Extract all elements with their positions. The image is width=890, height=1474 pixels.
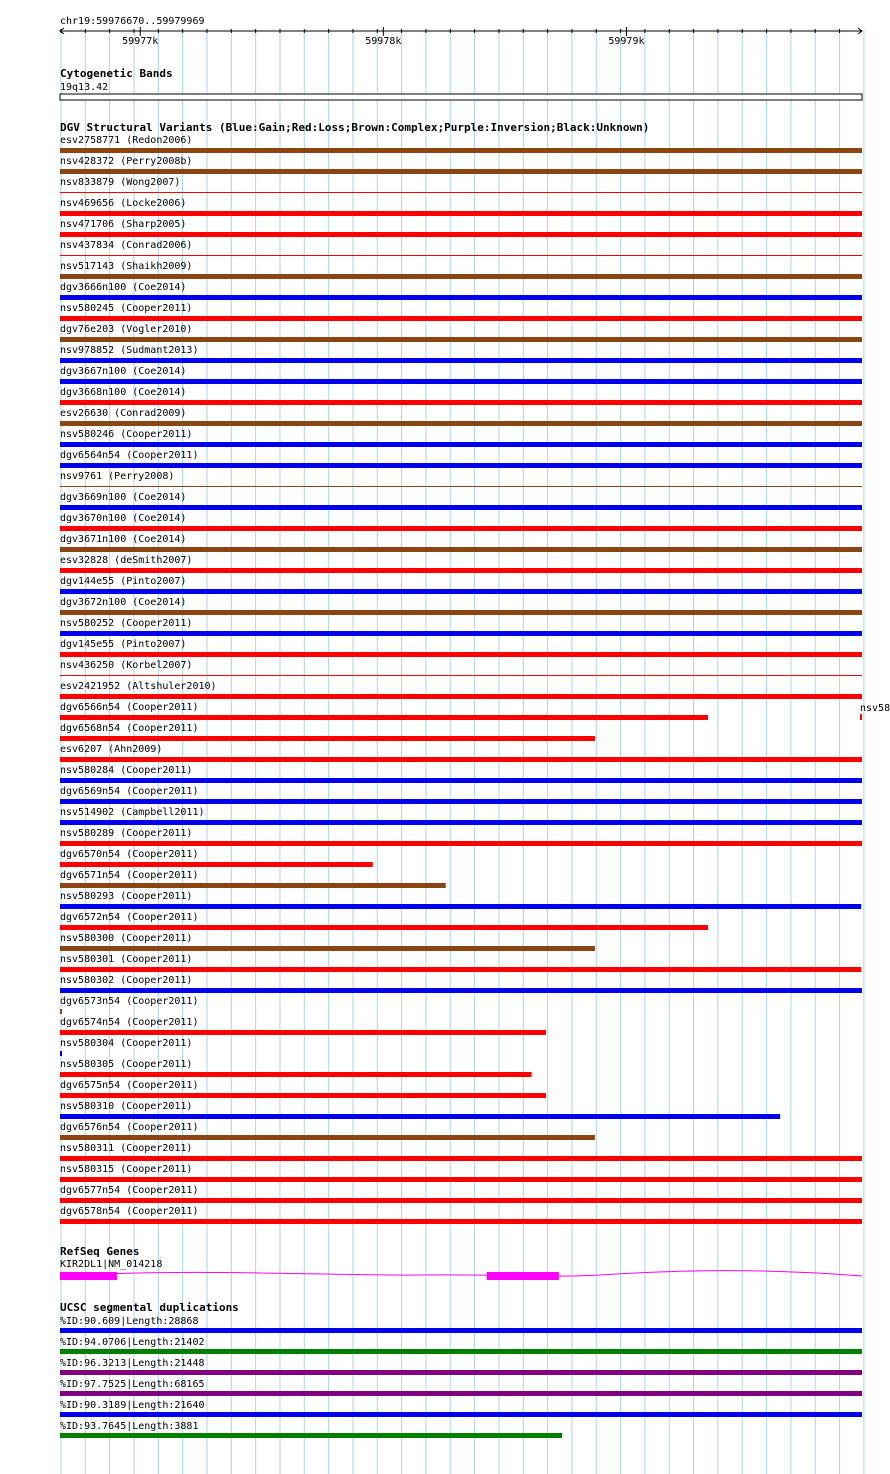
- dgv-feature-bar[interactable]: [60, 1114, 780, 1119]
- segdup-feature-label[interactable]: %ID:90.609|Length:28868: [60, 1316, 199, 1327]
- segdup-feature-label[interactable]: %ID:96.3213|Length:21448: [60, 1358, 205, 1369]
- dgv-feature-label[interactable]: dgv3669n100 (Coe2014): [60, 492, 187, 503]
- dgv-feature-label[interactable]: nsv580289 (Cooper2011): [60, 828, 193, 839]
- segdup-features: [60, 1316, 862, 1438]
- cytoband-label: 19q13.42: [60, 82, 109, 93]
- segdup-feature-label[interactable]: %ID:94.0706|Length:21402: [60, 1337, 205, 1348]
- dgv-feature-bar[interactable]: [60, 820, 862, 825]
- dgv-feature-bar[interactable]: [60, 232, 862, 237]
- ruler-track: [60, 16, 862, 47]
- segdup-feature-label[interactable]: %ID:90.3189|Length:21640: [60, 1400, 205, 1411]
- dgv-feature-label[interactable]: esv2758771 (Redon2006): [60, 135, 193, 146]
- dgv-feature-bar[interactable]: [60, 568, 862, 573]
- segdup-feature-label[interactable]: %ID:93.7645|Length:3881: [60, 1421, 199, 1432]
- ruler-tick-labels: [122, 27, 644, 47]
- dgv-feature-bar[interactable]: [60, 988, 862, 993]
- dgv-feature-label[interactable]: nsv428372 (Perry2008b): [60, 156, 193, 167]
- dgv-feature-bar[interactable]: [60, 715, 708, 720]
- dgv-feature-bar[interactable]: [60, 925, 708, 930]
- segdup-feature-bar[interactable]: [60, 1391, 862, 1396]
- dgv-feature-bar[interactable]: [60, 421, 862, 426]
- dgv-feature-label[interactable]: dgv144e55 (Pinto2007): [60, 576, 187, 587]
- dgv-feature-label[interactable]: nsv580245 (Cooper2011): [60, 303, 193, 314]
- dgv-feature-bar[interactable]: [60, 967, 861, 972]
- dgv-feature-label[interactable]: dgv6564n54 (Cooper2011): [60, 450, 199, 461]
- dgv-feature-bar[interactable]: [60, 316, 862, 321]
- dgv-feature-bar[interactable]: [60, 946, 595, 951]
- dgv-feature-label[interactable]: dgv3667n100 (Coe2014): [60, 366, 187, 377]
- dgv-feature-bar[interactable]: [60, 904, 861, 909]
- dgv-feature-label[interactable]: dgv6566n54 (Cooper2011): [60, 702, 199, 713]
- segdup-feature-bar[interactable]: [60, 1328, 862, 1333]
- dgv-feature-label[interactable]: nsv9761 (Perry2008): [60, 471, 175, 482]
- dgv-features: [60, 135, 862, 1224]
- dgv-feature-label[interactable]: nsv517143 (Shaikh2009): [60, 261, 193, 272]
- dgv-feature-label[interactable]: nsv978852 (Sudmant2013): [60, 345, 199, 356]
- dgv-feature-label[interactable]: dgv3666n100 (Coe2014): [60, 282, 187, 293]
- dgv-feature-label[interactable]: nsv471706 (Sharp2005): [60, 219, 187, 230]
- dgv-feature-label[interactable]: dgv6575n54 (Cooper2011): [60, 1080, 199, 1091]
- dgv-feature-label[interactable]: nsv580293 (Cooper2011): [60, 891, 193, 902]
- dgv-feature-bar[interactable]: [60, 192, 862, 193]
- dgv-feature-label[interactable]: dgv3672n100 (Coe2014): [60, 597, 187, 608]
- dgv-feature-bar[interactable]: [60, 799, 862, 804]
- dgv-feature-label[interactable]: nsv580246 (Cooper2011): [60, 429, 193, 440]
- segdup-track-title: UCSC segmental duplications: [60, 1301, 239, 1314]
- dgv-feature-bar[interactable]: [60, 1072, 532, 1077]
- dgv-feature-bar[interactable]: [60, 255, 862, 256]
- dgv-feature-bar[interactable]: [60, 1156, 862, 1161]
- dgv-feature-label[interactable]: nsv580310 (Cooper2011): [60, 1101, 193, 1112]
- dgv-feature-label[interactable]: nsv833879 (Wong2007): [60, 177, 181, 188]
- dgv-feature-bar[interactable]: [60, 694, 862, 699]
- dgv-track-title: DGV Structural Variants (Blue:Gain;Red:Loss;Brown:Complex;Purple:Inversion;Black:Unknown): [60, 121, 650, 134]
- dgv-feature-label[interactable]: nsv580302 (Cooper2011): [60, 975, 193, 986]
- dgv-feature-bar[interactable]: [60, 778, 862, 783]
- refseq-gene-label[interactable]: KIR2DL1|NM_014218: [60, 1259, 163, 1270]
- dgv-feature-label[interactable]: esv6207 (Ahn2009): [60, 744, 163, 755]
- segdup-track: [60, 1301, 862, 1438]
- dgv-feature-bar[interactable]: [60, 442, 862, 447]
- dgv-feature-label[interactable]: dgv6576n54 (Cooper2011): [60, 1122, 199, 1133]
- dgv-feature-label[interactable]: nsv580315 (Cooper2011): [60, 1164, 193, 1175]
- segdup-feature-label[interactable]: %ID:97.7525|Length:68165: [60, 1379, 205, 1390]
- dgv-feature-bar[interactable]: [60, 547, 862, 552]
- dgv-feature-label[interactable]: nsv580311 (Cooper2011): [60, 1143, 193, 1154]
- dgv-feature-bar[interactable]: [60, 1030, 546, 1035]
- dgv-feature-label[interactable]: dgv6571n54 (Cooper2011): [60, 870, 199, 881]
- dgv-feature-bar[interactable]: [60, 337, 862, 342]
- segdup-feature-bar[interactable]: [60, 1412, 862, 1417]
- dgv-feature-label[interactable]: dgv145e55 (Pinto2007): [60, 639, 187, 650]
- dgv-feature-label[interactable]: nsv436250 (Korbel2007): [60, 660, 193, 671]
- segdup-feature-bar[interactable]: [60, 1370, 862, 1375]
- dgv-feature-bar[interactable]: [60, 841, 862, 846]
- dgv-feature-label[interactable]: nsv580284 (Cooper2011): [60, 765, 193, 776]
- dgv-feature-label[interactable]: esv2421952 (Altshuler2010): [60, 681, 217, 692]
- refseq-intron-line[interactable]: [60, 1271, 862, 1277]
- dgv-feature-label[interactable]: nsv514902 (Campbell2011): [60, 807, 205, 818]
- dgv-feature-label[interactable]: esv26630 (Conrad2009): [60, 408, 187, 419]
- dgv-feature-bar[interactable]: [60, 169, 862, 174]
- dgv-feature-bar[interactable]: [60, 295, 862, 300]
- dgv-feature-bar[interactable]: [60, 631, 862, 636]
- dgv-feature-bar[interactable]: [60, 463, 862, 468]
- dgv-feature-bar[interactable]: [60, 486, 862, 487]
- dgv-feature-label[interactable]: nsv437834 (Conrad2006): [60, 240, 193, 251]
- dgv-feature-label[interactable]: dgv6569n54 (Cooper2011): [60, 786, 199, 797]
- cytoband-track: [60, 67, 862, 100]
- dgv-feature-bar[interactable]: [60, 589, 862, 594]
- refseq-track-title: RefSeq Genes: [60, 1245, 140, 1258]
- dgv-feature-bar[interactable]: [60, 505, 862, 510]
- refseq-track: [60, 1245, 862, 1280]
- segdup-feature-bar[interactable]: [60, 1349, 862, 1354]
- dgv-feature-bar[interactable]: [60, 1219, 862, 1224]
- dgv-feature-label[interactable]: dgv6574n54 (Cooper2011): [60, 1017, 199, 1028]
- dgv-feature-bar[interactable]: [60, 400, 862, 405]
- ruler-location: chr19:59976670..59979969: [60, 16, 205, 27]
- dgv-feature-bar[interactable]: [60, 1198, 862, 1203]
- dgv-feature-bar[interactable]: [60, 1177, 862, 1182]
- dgv-feature-bar[interactable]: [60, 610, 862, 615]
- refseq-exon[interactable]: [487, 1272, 559, 1280]
- dgv-feature-bar[interactable]: [60, 148, 862, 153]
- dgv-feature-label[interactable]: nsv580305 (Cooper2011): [60, 1059, 193, 1070]
- dgv-feature-bar[interactable]: [60, 211, 862, 216]
- dgv-feature-bar[interactable]: [60, 862, 373, 867]
- dgv-feature-label[interactable]: nsv469656 (Locke2006): [60, 198, 187, 209]
- dgv-feature-label[interactable]: dgv6573n54 (Cooper2011): [60, 996, 199, 1007]
- dgv-edge-feature-bar[interactable]: [860, 714, 862, 720]
- dgv-feature-bar[interactable]: [60, 757, 862, 762]
- cytoband-track-title: Cytogenetic Bands: [60, 67, 173, 80]
- dgv-feature-label[interactable]: dgv3670n100 (Coe2014): [60, 513, 187, 524]
- dgv-feature-bar[interactable]: [60, 1093, 546, 1098]
- refseq-exon[interactable]: [60, 1272, 117, 1280]
- dgv-feature-bar[interactable]: [60, 526, 862, 531]
- ruler-tick-label: 59977k: [122, 36, 159, 47]
- dgv-feature-bar[interactable]: [60, 358, 862, 363]
- dgv-feature-bar[interactable]: [60, 379, 862, 384]
- dgv-feature-bar[interactable]: [60, 274, 862, 279]
- dgv-feature-label[interactable]: dgv3668n100 (Coe2014): [60, 387, 187, 398]
- dgv-feature-bar[interactable]: [60, 652, 862, 657]
- dgv-feature-label[interactable]: nsv580252 (Cooper2011): [60, 618, 193, 629]
- dgv-feature-bar[interactable]: [60, 883, 446, 888]
- dgv-feature-label[interactable]: dgv6578n54 (Cooper2011): [60, 1206, 199, 1217]
- dgv-feature-label[interactable]: dgv6577n54 (Cooper2011): [60, 1185, 199, 1196]
- ruler-axis: [60, 28, 862, 34]
- dgv-feature-label[interactable]: dgv76e203 (Vogler2010): [60, 324, 193, 335]
- dgv-feature-label[interactable]: dgv6568n54 (Cooper2011): [60, 723, 199, 734]
- dgv-feature-bar[interactable]: [60, 1051, 62, 1056]
- dgv-feature-label[interactable]: dgv6572n54 (Cooper2011): [60, 912, 199, 923]
- dgv-feature-label[interactable]: nsv580300 (Cooper2011): [60, 933, 193, 944]
- dgv-feature-label[interactable]: dgv3671n100 (Coe2014): [60, 534, 187, 545]
- dgv-feature-bar[interactable]: [60, 1009, 62, 1014]
- dgv-feature-bar[interactable]: [60, 736, 595, 741]
- ruler-tick-label: 59979k: [608, 36, 645, 47]
- dgv-feature-label[interactable]: dgv6570n54 (Cooper2011): [60, 849, 199, 860]
- dgv-feature-bar[interactable]: [60, 675, 862, 676]
- dgv-feature-label[interactable]: nsv580304 (Cooper2011): [60, 1038, 193, 1049]
- segdup-feature-bar[interactable]: [60, 1433, 562, 1438]
- dgv-feature-bar[interactable]: [60, 1135, 595, 1140]
- dgv-feature-label[interactable]: esv32828 (deSmith2007): [60, 555, 193, 566]
- ruler-tick-label: 59978k: [365, 36, 402, 47]
- dgv-edge-label[interactable]: nsv58: [860, 703, 890, 714]
- dgv-feature-label[interactable]: nsv580301 (Cooper2011): [60, 954, 193, 965]
- cytoband-bar[interactable]: [60, 94, 862, 100]
